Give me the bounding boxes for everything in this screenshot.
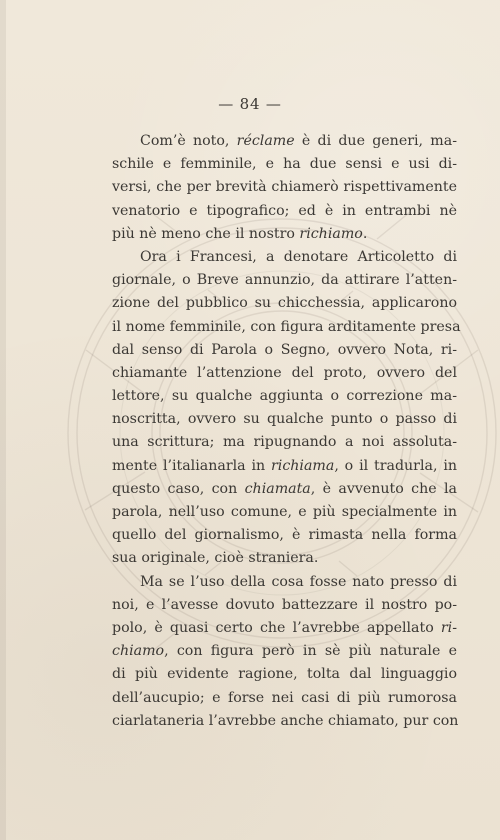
text-line [112,710,457,733]
text-line [112,385,457,408]
italic-text-fragment: richiamo [299,225,363,242]
text-line [112,524,457,547]
text-line [112,246,457,269]
text-line [112,292,457,315]
italic-text-fragment: ri- [440,619,457,636]
italic-text-fragment: chiamata [244,480,311,497]
text-fragment: , con figura però in sè più naturale e [164,643,457,660]
page-edge-shadow [0,0,6,840]
page-number: — 84 — [218,95,282,113]
text-fragment: , è avvenuto che la [310,480,458,497]
text-fragment: giornale, o Breve annunzio, da attirare l’atten- [112,272,457,289]
text-line [112,547,457,570]
text-fragment: noi, e l’avesse dovuto battezzare il nostro po- [112,596,457,613]
text-fragment: Com’è noto, [140,133,237,149]
italic-text-fragment: chiamo [112,643,165,660]
text-line [112,153,457,176]
text-fragment: sua originale, cioè straniera. [112,550,319,567]
text-fragment: zione del pubblico su chicchessia, applicarono [112,295,457,312]
text-line [112,617,457,640]
italic-text-fragment: réclame [236,133,295,149]
text-line [112,130,457,153]
text-fragment: dal senso di Parola o Segno, ovvero Nota, ri- [112,341,457,358]
text-fragment: chiamante l’attenzione del proto, ovvero del [112,364,457,381]
text-fragment: una scrittura; ma ripugnando a noi assoluta- [112,434,457,451]
text-line [112,431,457,454]
text-line [112,223,457,246]
text-fragment: venatorio e tipografico; ed è in entrambi nè [112,202,457,219]
text-line [112,455,457,478]
text-line [112,501,457,524]
text-fragment: noscritta, ovvero su qualche punto o passo di [112,411,457,428]
text-fragment: versi, che per brevità chiamerò rispettivamente [112,179,457,196]
text-fragment: parola, nell’uso comune, e più specialmente in [112,504,457,520]
text-fragment: di più evidente ragione, tolta dal linguaggio [112,666,457,683]
text-line [112,571,457,594]
text-line [112,339,457,362]
text-fragment: quello del giornalismo, è rimasta nella forma [112,527,457,544]
text-fragment: questo caso, con [112,480,245,497]
text-line [112,269,457,292]
text-fragment: mente l’italianarla in [112,457,271,474]
text-fragment: Ora i Francesi, a denotare Articoletto di [140,248,457,265]
text-line [112,362,457,385]
text-line [112,663,457,686]
italic-text-fragment: richiama [271,457,335,474]
text-fragment: ciarlataneria l’avrebbe anche chiamato, pur con [112,712,459,729]
text-line [112,408,457,431]
text-fragment: più nè meno che il nostro [112,225,300,242]
text-line [112,478,457,501]
text-fragment: Ma se l’uso della cosa fosse nato presso di [140,573,457,590]
text-fragment: . [362,225,368,242]
text-line [112,316,461,339]
text-fragment: polo, è quasi certo che l’avrebbe appellato [112,619,441,636]
text-fragment: il nome femminile, con figura arditamente presa [112,318,461,335]
main-text-block [112,130,461,733]
text-line [112,687,457,710]
text-line [112,640,457,663]
text-fragment: lettore, su qualche aggiunta o correzione ma- [112,388,457,405]
text-fragment: , o il tradurla, in [334,457,457,474]
text-fragment: schile e femminile, e ha due sensi e usi di- [112,156,457,173]
text-line [112,594,457,617]
text-fragment: dell’aucupio; e forse nei casi di più rumorosa [112,689,457,706]
text-line [112,200,457,223]
text-line [112,176,457,199]
text-fragment: è di due generi, ma- [294,133,457,149]
